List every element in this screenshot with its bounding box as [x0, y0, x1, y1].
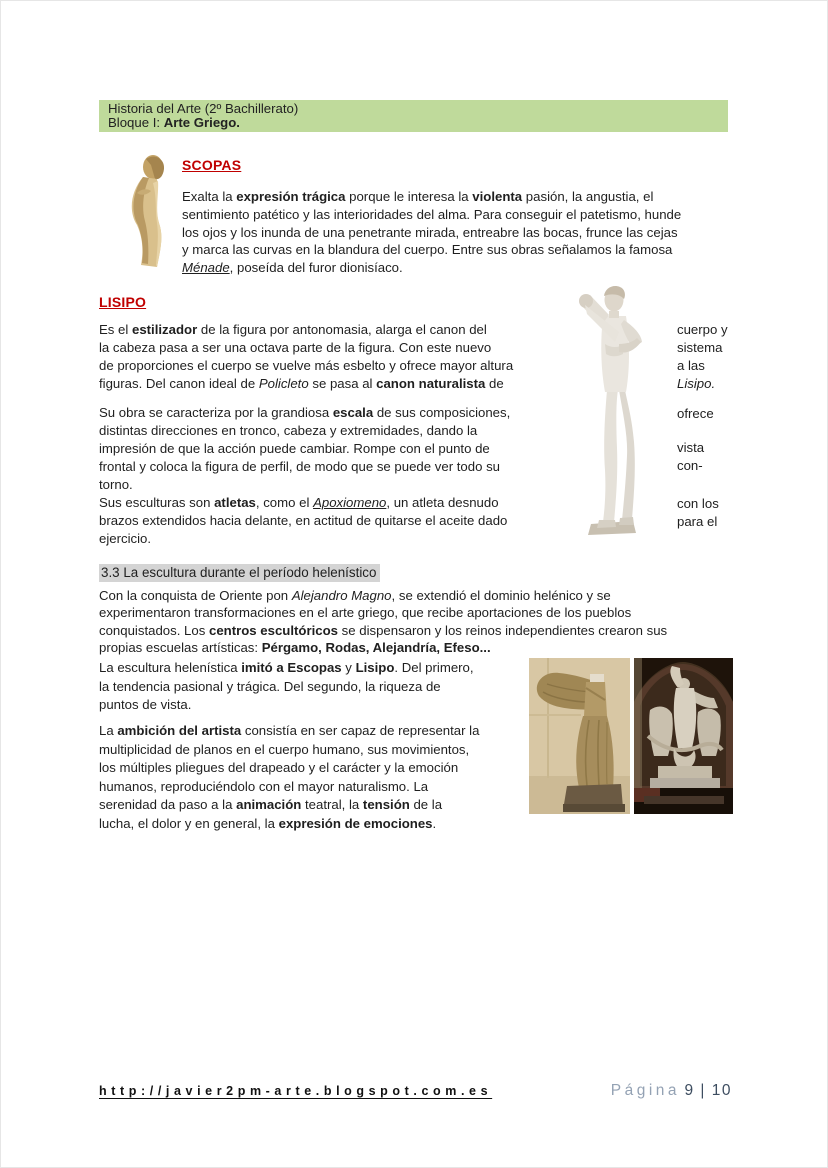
lisipo-paragraph-3: [99, 494, 546, 548]
blog-url-link[interactable]: http://javier2pm-arte.blogspot.com.es: [99, 1084, 493, 1098]
text-line: puntos de vista.: [99, 697, 192, 713]
text-line: multiplicidad de planos en el cuerpo humano, sus movimientos,: [99, 741, 470, 757]
course-header-bar: [99, 100, 728, 132]
text-line: brazos extendidos hacia delante, en actitud de quitarse el aceite dado: [99, 513, 508, 528]
wrap-word: con los: [677, 496, 719, 511]
text-line: la cabeza pasa a ser una octava parte de la figura. Con este nuevo: [99, 340, 492, 355]
menade-sculpture-image: [113, 153, 179, 269]
text-line: ejercicio.: [99, 531, 152, 546]
wrap-word: para el: [677, 514, 718, 529]
text-line: los ojos y los inunda de una penetrante mirada, entreabre las bocas, frunce las cejas: [182, 224, 678, 240]
nike-samotracia-image: [529, 658, 630, 814]
text-line: Ménade, poseída del furor dionisíaco.: [182, 260, 403, 276]
helenistico-paragraph-a: [99, 659, 536, 715]
text-line: propias escuelas artísticas: Pérgamo, Rodas, Alejandría, Efeso...: [99, 640, 491, 656]
text-line: los múltiples pliegues del drapeado y el carácter y la emoción: [99, 760, 459, 776]
text-line: Bloque I: Arte Griego.: [108, 114, 240, 130]
page-number: 9 | 10: [684, 1082, 732, 1099]
page-label: Página: [610, 1082, 681, 1099]
text-line: Exalta la expresión trágica porque le interesa la violenta pasión, la angustia, el: [182, 189, 654, 204]
scopas-paragraph: [182, 188, 715, 277]
text-line: frontal y coloca la figura de perfil, de modo que se puede ver todo su: [99, 459, 501, 474]
text-line: Es el estilizador de la figura por antonomasia, alarga el canon del: [99, 322, 487, 337]
text-line: lucha, el dolor y en general, la expresión de emociones.: [99, 815, 437, 831]
helenistico-heading: 3.3 La escultura durante el período helenístico: [99, 564, 380, 582]
text-line: La escultura helenística imitó a Escopas y Lisipo. Del primero,: [99, 660, 474, 675]
text-line: figuras. Del canon ideal de Policleto se pasa al canon naturalista de: [99, 376, 504, 391]
wrap-word: sistema: [677, 340, 723, 355]
text-line: Sus esculturas son atletas, como el Apoxiomeno, un atleta desnudo: [99, 495, 499, 510]
text-line: Con la conquista de Oriente pon Alejandro Magno, se extendió el dominio helénico y se: [99, 588, 611, 603]
text-line: y marca las curvas en la blandura del cuerpo. Entre sus obras señalamos la famosa: [182, 242, 673, 258]
text-line: Historia del Arte (2º Bachillerato): [108, 101, 299, 116]
text-line: la tendencia pasional y trágica. Del segundo, la riqueza de: [99, 678, 441, 694]
text-line: La ambición del artista consistía en ser capaz de representar la: [99, 723, 480, 738]
text-line: humanos, reproduciéndolo con el mayor naturalismo. La: [99, 778, 429, 794]
laocoonte-image: [634, 658, 733, 814]
wrap-word: con-: [677, 458, 703, 473]
text-line: Su obra se caracteriza por la grandiosa escala de sus composiciones,: [99, 405, 511, 420]
scopas-heading: SCOPAS: [182, 157, 242, 173]
text-line: torno.: [99, 477, 133, 492]
text-line: experimentaron transformaciones en el arte griego, que recibe aportaciones de los pueblos: [99, 605, 632, 621]
page-indicator: [611, 1082, 732, 1100]
text-line: distintas direcciones en tronco, cabeza y extremidades, dando la: [99, 423, 478, 438]
wrap-word: vista: [677, 440, 705, 455]
text-line: conquistados. Los centros escultóricos se dispensaron y los reinos independientes crearon sus: [99, 622, 668, 638]
apoxiomeno-statue-image: [563, 284, 660, 537]
lisipo-paragraph-1: [99, 321, 546, 393]
wrap-word: a las: [677, 358, 705, 373]
text-line: impresión de que la acción puede cambiar. Rompe con el punto de: [99, 441, 490, 456]
page-footer: [99, 1082, 732, 1100]
helenistico-paragraph-b: [99, 722, 536, 834]
text-line: sentimiento patético y las interioridades del alma. Para conseguir el patetismo, hunde: [182, 206, 682, 222]
text-line: serenidad da paso a la animación teatral, la tensión de la: [99, 797, 443, 813]
wrap-word: Lisipo.: [677, 376, 716, 391]
lisipo-paragraph-2: [99, 404, 546, 494]
text-line: de proporciones el cuerpo se vuelve más esbelto y ofrece mayor altura: [99, 358, 514, 373]
helenistico-section: [99, 564, 380, 582]
lisipo-wrap-words: [677, 1, 747, 601]
helenistico-intro-paragraph: [99, 587, 732, 657]
wrap-word: ofrece: [677, 406, 714, 421]
lisipo-heading: LISIPO: [99, 294, 147, 310]
wrap-word: cuerpo y: [677, 322, 728, 337]
